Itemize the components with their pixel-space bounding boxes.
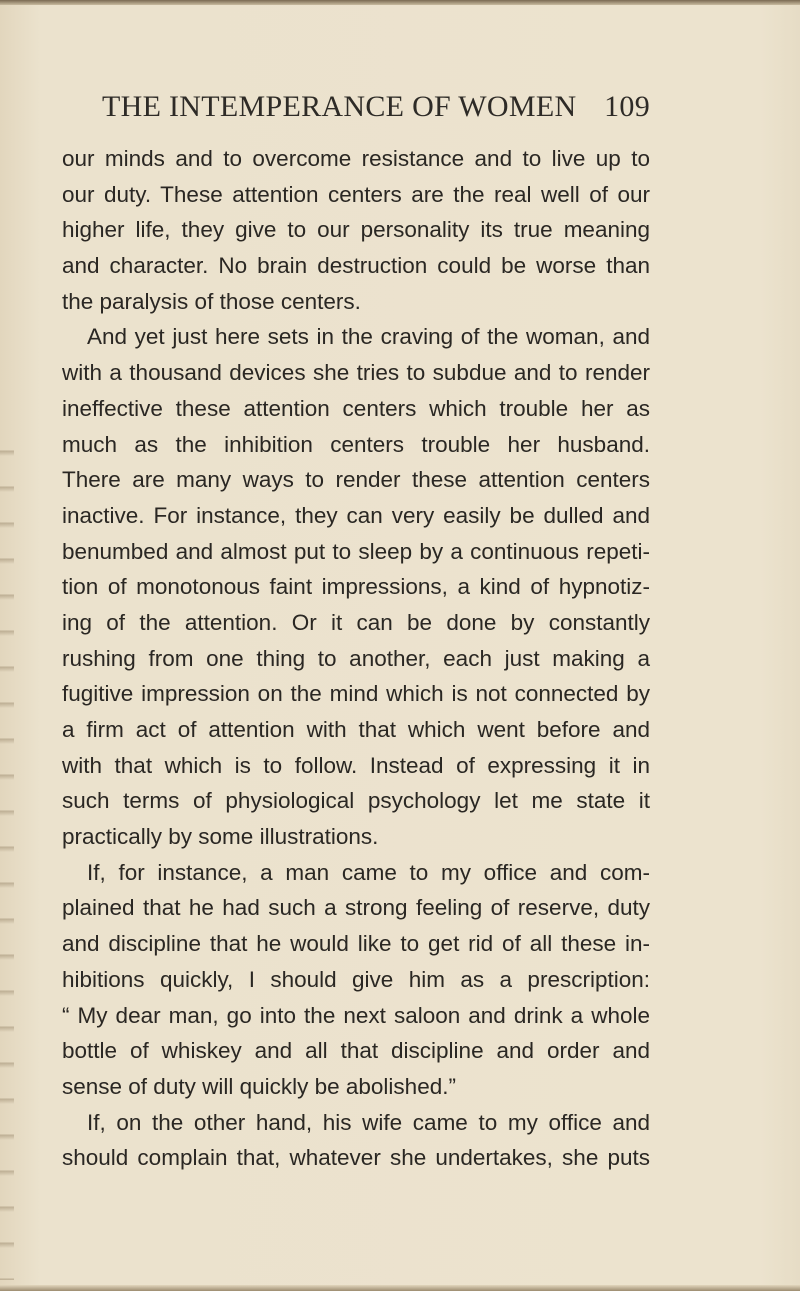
text-line: the paralysis of those centers. <box>62 288 361 314</box>
body-text <box>62 141 650 1176</box>
text-line: with that which is to follow. Instead of expressing it in <box>62 752 650 778</box>
text-line: with a thousand devices she tries to subdue and to render <box>62 360 650 386</box>
text-line: higher life, they give to our personality its true meaning <box>62 217 650 243</box>
running-header <box>102 90 650 124</box>
text-line: inactive. For instance, they can very easily be dulled and <box>62 502 650 528</box>
text-line: “ My dear man, go into the next saloon and drink a whole <box>62 1002 650 1028</box>
text-line: fugitive impression on the mind which is not connected by <box>62 681 650 707</box>
text-line: bottle of whiskey and all that discipline and order and <box>62 1038 650 1064</box>
text-line: ing of the attention. Or it can be done by constantly <box>62 609 650 635</box>
binding-gutter <box>0 420 14 1280</box>
text-line: If, for instance, a man came to my office and com- <box>87 859 650 885</box>
text-line: If, on the other hand, his wife came to my office and <box>87 1109 650 1135</box>
page-number: 109 <box>604 90 650 123</box>
text-line: and discipline that he would like to get rid of all these in- <box>62 931 650 957</box>
page-bottom-edge <box>0 1285 800 1291</box>
text-line: plained that he had such a strong feeling of reserve, duty <box>62 895 650 921</box>
text-line: such terms of physiological psychology let me state it <box>62 788 650 814</box>
text-line: There are many ways to render these attention centers <box>62 467 650 493</box>
text-line: and character. No brain destruction could be worse than <box>62 253 650 279</box>
text-line: rushing from one thing to another, each just making a <box>62 645 650 671</box>
running-title: THE INTEMPERANCE OF WOMEN <box>102 90 577 123</box>
text-line: benumbed and almost put to sleep by a continuous repeti- <box>62 538 650 564</box>
text-line: And yet just here sets in the craving of the woman, and <box>87 324 650 350</box>
page-top-edge <box>0 0 800 5</box>
text-line: sense of duty will quickly be abolished.” <box>62 1073 456 1099</box>
text-line: a firm act of attention with that which went before and <box>62 717 650 742</box>
text-line: hibitions quickly, I should give him as a prescription: <box>62 966 650 992</box>
text-line: our minds and to overcome resistance and to live up to <box>62 146 650 171</box>
text-line: practically by some illustrations. <box>62 824 379 850</box>
text-line: our duty. These attention centers are the real well of our <box>62 181 650 207</box>
text-line: should complain that, whatever she undertakes, she puts <box>62 1145 650 1171</box>
text-line: much as the inhibition centers trouble her husband. <box>62 431 650 457</box>
text-line: tion of monotonous faint impressions, a kind of hypnotiz- <box>62 574 650 600</box>
text-line: ineffective these attention centers which trouble her as <box>62 395 650 421</box>
